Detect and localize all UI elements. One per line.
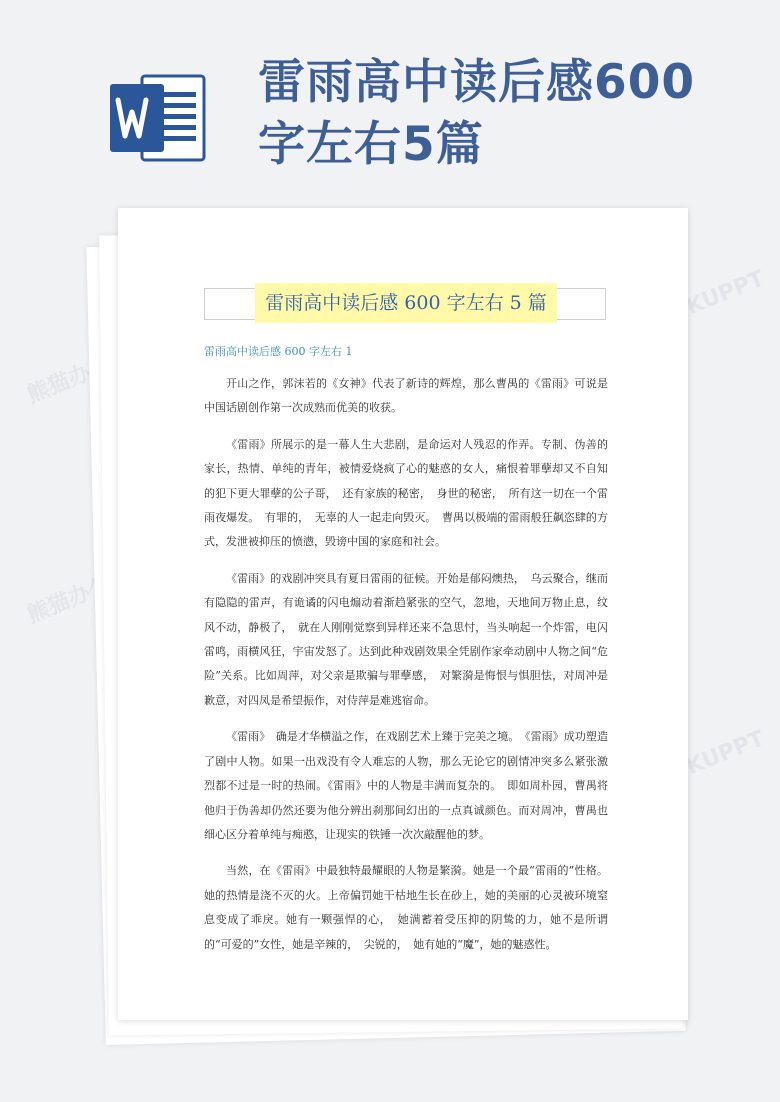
paragraph: 《雷雨》所展示的是一幕人生大悲剧，是命运对人残忍的作弄。专制、伪善的家长，热情、单纯的青年，被情爱烧疯了心的魅惑的女人，痛恨着罪孽却又不自知的犯下更大罪孽的公子哥， 还有家族的秘密， 身世的秘密， 所有这一切在一个雷雨夜爆发。 有罪的， 无辜的人一起走向毁灭。 曹禺以极端的雷雨般狂飙恣肆的方式，发泄被抑压的愤懑，毁谤中国的家庭和社会。 [204,437,608,549]
watermark: TUKUPPT [652,726,769,793]
word-document-icon [108,70,208,166]
document-title: 雷雨高中读后感600字左右5篇 [258,55,696,172]
watermark: 熊猫办公 [23,352,115,409]
section-heading: 雷雨高中读后感 600 字左右 1 [204,345,353,358]
paragraph: 开山之作，郭沫若的《女神》代表了新诗的辉煌，那么曹禺的《雷雨》可说是中国话剧创作第一次成熟而优美的收获。 [204,377,608,415]
body-text [204,372,608,969]
header [0,0,780,200]
title-box [204,288,606,320]
watermark: 熊猫办公 [23,572,115,629]
watermark: TUKUPPT [652,266,769,333]
page-title: 雷雨高中读后感 600 字左右 5 篇 [255,283,557,323]
paragraph: 当然，在《雷雨》中最独特最耀眼的人物是繁漪。她是一个最“雷雨的”性格。她的热情是浇不灭的火。上帝偏罚她干枯地生长在砂上，她的美丽的心灵被环境窒息变成了乖戾。她有一颗强悍的心， 她满蓄着受压抑的阴鸷的力，她不是所谓的“可爱的”女性，她是辛辣的， 尖锐的， 她有她的“魔”，她的魅惑性。 [204,864,608,951]
paragraph: 《雷雨》 确是才华横溢之作，在戏剧艺术上臻于完美之境。 《雷雨》成功塑造了剧中人物。如果一出戏没有令人难忘的人物，那么无论它的剧情冲突多么紧张激烈都不过是一时的热闹。《雷雨》中的人物是丰满而复杂的。 即如周朴园，曹禺将他归于伪善却仍然还要为他分辨出刹那间幻出的一点真诚颜色。而对周冲，曹禺也细心区分着单纯与痴憨，让现实的铁锤一次次敲醒他的梦。 [204,730,608,841]
paragraph: 《雷雨》的戏剧冲突具有夏日雷雨的征候。开始是郁闷燠热， 乌云聚合，继而有隐隐的雷声，有诡谲的闪电煽动着渐趋紧张的空气，忽地，天地间万物止息，纹风不动，静极了， 就在人刚刚觉察到异样还来不急思忖，当头响起一个炸雷，电闪雷鸣，雨横风狂，宇宙发怒了。达到此种戏剧效果全凭剧作家牵动剧中人物之间“危险”关系。比如周萍，对父亲是欺骗与罪孽感， 对繁漪是悔恨与惧胆怯，对周冲是歉意，对四凤是希望振作，对侍萍是难逃宿命。 [204,571,608,707]
document-page [118,208,688,1020]
